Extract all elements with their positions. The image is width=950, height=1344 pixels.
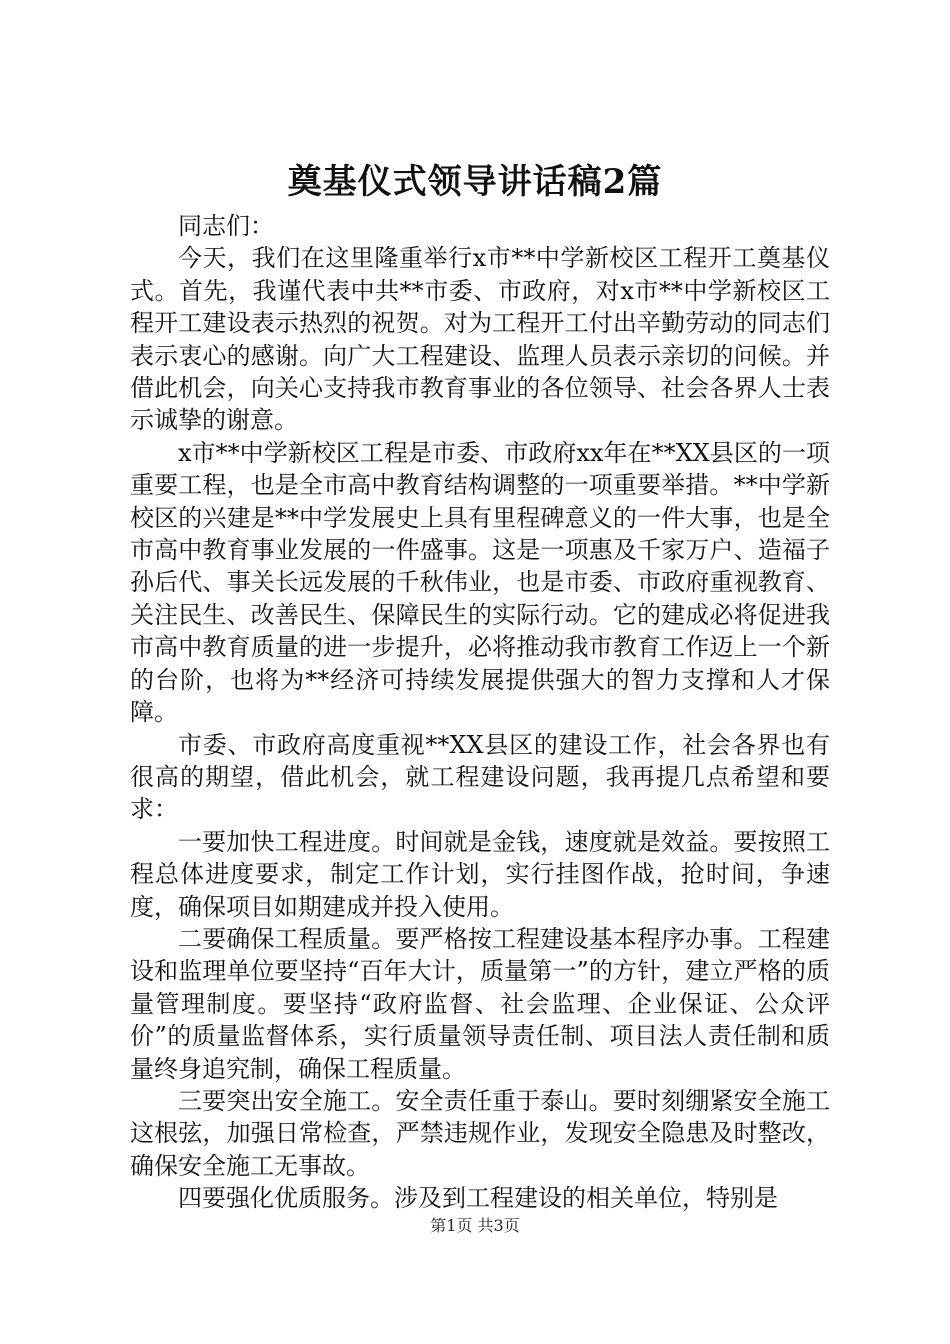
paragraph-requirement-service: 四要强化优质服务。涉及到工程建设的相关单位，特别是 (178, 1184, 778, 1213)
salutation: 同志们： (178, 212, 274, 240)
paragraph-requirement-quality: 二要确保工程质量。要严格按工程建设基本程序办事。工程建设和监理单位要坚持“百年大计，质量第一”的方针，建立严格的质量管理制度。要坚持“政府监督、社会监理、企业保证、公众评价”的质量监督体系，实行质量领导责任制、项目法人责任制和质量终身追究制，确保工程质量。 (130, 924, 830, 1083)
page-number-footer: 第1页 共3页 (430, 1216, 520, 1235)
paragraph-opening: 今天，我们在这里隆重举行x市**中学新校区工程开工奠基仪式。首先，我谨代表中共**市委、市政府，对x市**中学新校区工程开工建设表示热烈的祝贺。对为工程开工付出辛勤劳动的同志们表示衷心的感谢。向广大工程建设、监理人员表示亲切的问候。并借此机会，向关心支持我市教育事业的各位领导、社会各界人士表示诚挚的谢意。 (130, 244, 830, 435)
paragraph-requirement-progress: 一要加快工程进度。时间就是金钱，速度就是效益。要按照工程总体进度要求，制定工作计划，实行挂图作战，抢时间，争速度，确保项目如期建成并投入使用。 (130, 827, 830, 921)
document-title: 奠基仪式领导讲话稿2篇 (287, 162, 663, 202)
paragraph-requirements-intro: 市委、市政府高度重视**XX县区的建设工作，社会各界也有很高的期望，借此机会，就工程建设问题，我再提几点希望和要求： (130, 730, 830, 824)
paragraph-project-significance: x市**中学新校区工程是市委、市政府xx年在**XX县区的一项重要工程，也是全市高中教育结构调整的一项重要举措。**中学新校区的兴建是**中学发展史上具有里程碑意义的一件大事，也是全市高中教育事业发展的一件盛事。这是一项惠及千家万户、造福子孙后代、事关长远发展的千秋伟业，也是市委、市政府重视教育、关注民生、改善民生、保障民生的实际行动。它的建成必将促进我市高中教育质量的进一步提升，必将推动我市教育工作迈上一个新的台阶，也将为**经济可持续发展提供强大的智力支撑和人才保障。 (130, 438, 830, 727)
paragraph-requirement-safety: 三要突出安全施工。安全责任重于泰山。要时刻绷紧安全施工这根弦，加强日常检查，严禁违规作业，发现安全隐患及时整改，确保安全施工无事故。 (130, 1086, 830, 1180)
document-body (130, 210, 830, 1215)
